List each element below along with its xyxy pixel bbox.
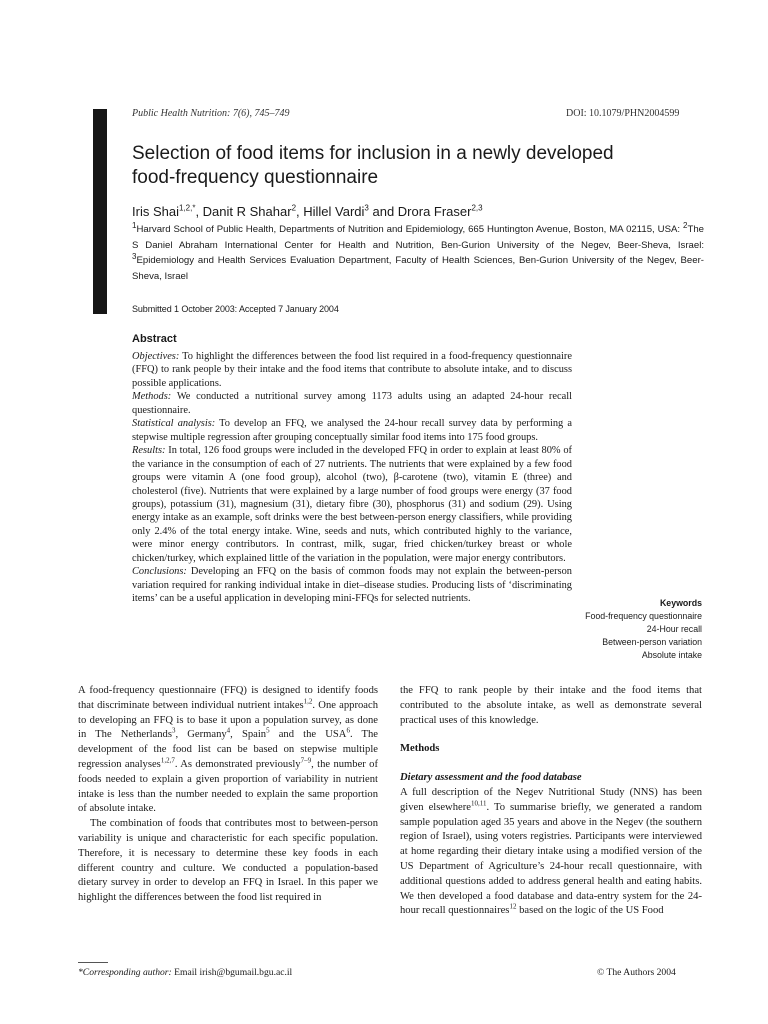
author-name: Iris Shai bbox=[132, 204, 179, 219]
author-name: Hillel Vardi bbox=[303, 204, 365, 219]
footnote-email: Email irish@bgumail.bgu.ac.il bbox=[171, 967, 293, 978]
author-separator: , bbox=[296, 204, 304, 219]
keyword-item: Food-frequency questionnaire bbox=[585, 611, 702, 621]
title-line-1: Selection of food items for inclusion in a newly developed bbox=[132, 143, 614, 164]
citation-marker: 5 bbox=[266, 726, 270, 735]
abstract-conclusions bbox=[132, 565, 572, 605]
affiliation-marker: 3 bbox=[132, 251, 137, 261]
keyword-item: 24-Hour recall bbox=[646, 624, 702, 634]
author-affiliation-marker: 3 bbox=[364, 203, 369, 213]
abstract-section-text: We conducted a nutritional survey among 1173 adults using an adapted 24-hour recall questionnaire. bbox=[132, 391, 572, 416]
author-affiliation-marker: 2 bbox=[291, 203, 297, 213]
citation-marker: 4 bbox=[226, 726, 231, 735]
abstract-methods bbox=[132, 390, 572, 417]
journal-citation: Public Health Nutrition: 7(6), 745–749 bbox=[132, 108, 290, 119]
citation-marker: 3 bbox=[171, 726, 176, 735]
affiliation-text: Harvard School of Public Health, Departments of Nutrition and Epidemiology, 665 Huntington Avenue, Boston, MA 02115, USA: bbox=[136, 224, 683, 235]
abstract-section-text: To highlight the differences between the food list required in a food-frequency questionnaire (FFQ) to rank people by their intake and the food items that contribute to absolute intake, and to discuss possible applications. bbox=[132, 351, 572, 389]
affiliation-text: Epidemiology and Health Services Evaluation Department, Faculty of Health Sciences, Ben-Gurion University of the Negev, Beer-Sheva, Israel bbox=[132, 255, 704, 282]
author-separator: and bbox=[368, 204, 398, 219]
author-affiliation-marker: 1,2,* bbox=[178, 203, 196, 213]
citation-marker: 7–9 bbox=[300, 756, 312, 765]
abstract-body bbox=[132, 350, 572, 606]
abstract-objectives bbox=[132, 350, 572, 390]
abstract-section-label: Results: bbox=[132, 445, 166, 457]
body-column-right bbox=[400, 684, 702, 919]
intro-paragraph-3: the FFQ to rank people by their intake and the food items that contributed to the absolute intake, as well as demonstrate several practical uses of this knowledge. bbox=[400, 685, 702, 726]
keywords-box bbox=[580, 597, 702, 662]
corresponding-author-footnote bbox=[78, 967, 292, 978]
section-subheading: Dietary assessment and the food database bbox=[400, 772, 582, 784]
intro-paragraph-2: The combination of foods that contributes most to between-person variability is unique and characteristic for each specific population. Therefore, it is necessary to determine these key foods in each different country and culture. We conducted a population-based dietary survey in order to develop an FFQ in Israel. In this paper we highlight the differences between the food list required in bbox=[78, 818, 378, 904]
abstract-section-label: Statistical analysis: bbox=[132, 418, 216, 430]
keyword-item: Absolute intake bbox=[641, 650, 702, 660]
title-line-2: food-frequency questionnaire bbox=[132, 167, 379, 188]
affiliation-marker: 2 bbox=[683, 220, 688, 230]
methods-paragraph-1: A full description of the Negev Nutritional Study (NNS) has been given elsewhere$^{10,11}$. To summarise briefly, we generated a random sample population aged 35 years and above in the Negev (the southern region of Israel), using voters registries. Participants were interviewed at home regarding their dietary intake using a modified version of the US Department of Agriculture’s 24-hour recall questionnaire, with additional questions added to address general health and eating habits. We then developed a food database and data-entry system for the 24-hour recall questionnaires$^{12}$ based on the logic of the US Food bbox=[400, 786, 702, 917]
title-sidebar-bar bbox=[93, 109, 107, 314]
keywords-heading: Keywords bbox=[659, 598, 702, 608]
body-column-left bbox=[78, 684, 378, 906]
abstract-section-text: To develop an FFQ, we analysed the 24-hour recall survey data by performing a stepwise multiple regression after grouping conceptually similar food items into 175 food groups. bbox=[132, 418, 572, 443]
citation-marker: 1,2 bbox=[303, 697, 313, 706]
copyright-notice: © The Authors 2004 bbox=[597, 967, 676, 978]
abstract-section-text: In total, 126 food groups were included in the developed FFQ in order to explain at least 80% of the variance in the consumption of each of 27 nutrients. The nutrients that were explained by a few food groups were vitamin A (one food group), alcohol (two), β-carotene (two), vitamin E (three) and cholesterol (five). Nutrients that were explained by a large number of food groups were energy (37 food groups), potassium (31), magnesium (31), dietary fibre (30), phosphorus (31) and sodium (29). Using energy intake as an example, soft drinks were the best between-person energy classifiers, while providing only 2.4% of the total energy intake. Wine, seeds and nuts, which contributed highly to the variance, were minor energy contributors. In contrast, milk, sugar, fried chicken/turkey breast or whole chicken/turkey, which explained little of the variation in the population, were major energy contributors. bbox=[132, 445, 572, 564]
citation-marker: 6 bbox=[346, 726, 350, 735]
affiliations bbox=[132, 222, 704, 284]
author-affiliation-marker: 2,3 bbox=[471, 203, 483, 213]
footnote-rule bbox=[78, 962, 108, 963]
abstract-section-label: Methods: bbox=[132, 391, 172, 403]
methods-heading: Methods bbox=[400, 743, 440, 755]
abstract-statistical-analysis bbox=[132, 417, 572, 444]
citation-marker: 12 bbox=[509, 902, 517, 911]
author-name: Drora Fraser bbox=[397, 204, 472, 219]
doi-label: DOI: 10.1079/PHN2004599 bbox=[566, 108, 680, 119]
footnote-label: *Corresponding author: bbox=[78, 967, 172, 978]
abstract-section-label: Objectives: bbox=[132, 351, 180, 362]
author-separator: , bbox=[195, 204, 203, 219]
affiliation-text: The S Daniel Abraham International Center for Health and Nutrition, Ben-Gurion University of the Negev, Beer-Sheva, Israel: bbox=[132, 224, 704, 251]
abstract-heading: Abstract bbox=[132, 333, 177, 345]
author-list bbox=[132, 204, 702, 220]
intro-paragraph-1: A food-frequency questionnaire (FFQ) is designed to identify foods that discriminate between individual nutrient intakes$^{1,2}$. One approach to developing an FFQ is to base it upon a population survey, as done in The Netherlands$^3$, Germany$^4$, Spain$^5$ and the USA$^6$. The development of the food list can be based on stepwise multiple regression analyses$^{1,2,7}$. As demonstrated previously$^{7-9}$, the number of foods needed to explain a given proportion of variability in nutrient intake is less than the number needed to explain the same proportion of absolute intake. bbox=[78, 685, 379, 815]
citation-marker: 1,2,7 bbox=[160, 756, 175, 765]
abstract-results bbox=[132, 444, 572, 565]
abstract-section-text: Developing an FFQ on the basis of common foods may not explain the between-person variation required for ranking individual intake in diet–disease studies. Producing lists of ‘discriminating items’ can be a useful application in developing mini-FFQs for selected nutrients. bbox=[132, 566, 572, 605]
submission-dates: Submitted 1 October 2003: Accepted 7 January 2004 bbox=[132, 304, 339, 314]
affiliation-marker: 1 bbox=[132, 220, 137, 230]
author-name: Danit R Shahar bbox=[202, 204, 292, 219]
keyword-item: Between-person variation bbox=[602, 637, 702, 647]
abstract-section-label: Conclusions: bbox=[132, 566, 187, 578]
article-title bbox=[132, 142, 692, 190]
citation-marker: 10,11 bbox=[470, 799, 487, 808]
